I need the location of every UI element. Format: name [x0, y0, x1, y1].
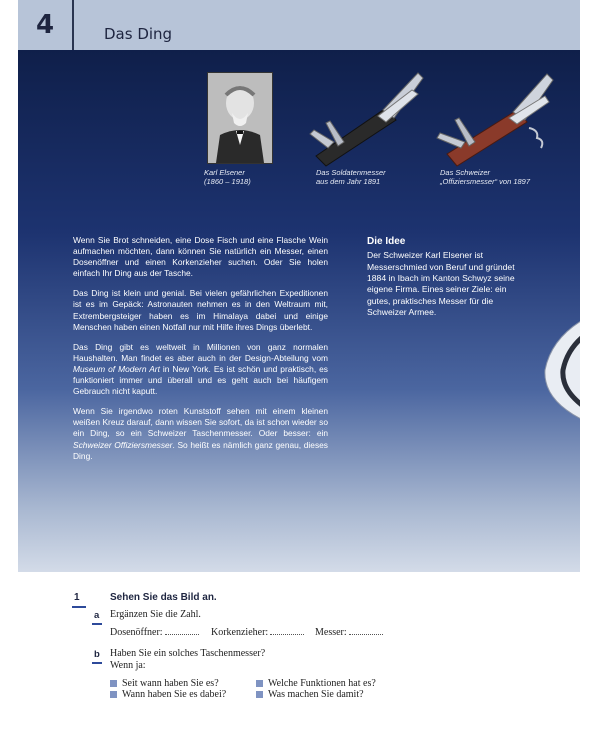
- hero-section: [18, 50, 580, 572]
- paragraph-4: [73, 406, 328, 461]
- field-label: Messer:: [315, 627, 347, 638]
- question-text: Was machen Sie damit?: [268, 689, 364, 700]
- unit-number: 4: [35, 10, 55, 40]
- caption-line: Das Schweizer: [440, 168, 491, 177]
- caption-line: Das Soldatenmesser: [316, 168, 386, 177]
- idea-box: [367, 235, 517, 318]
- text-run: in New York. Es ist schön und praktisch, es funktioniert immer und überall und es geht auch bei häufigem Gebrauch nicht kaputt.: [73, 363, 328, 397]
- caption-line: „Offiziersmesser“ von 1897: [440, 177, 531, 187]
- text-run: . So heißt es nämlich ganz genau, dieses Ding.: [73, 439, 328, 461]
- question-text: Seit wann haben Sie es?: [122, 678, 219, 689]
- question-item: [256, 678, 376, 689]
- field-messer: [315, 627, 383, 638]
- subtask-a-instruction: Ergänzen Sie die Zahl.: [110, 609, 201, 620]
- paragraph-3: [73, 342, 328, 397]
- chapter-header: [18, 0, 580, 50]
- subtask-a-underline: [92, 623, 102, 625]
- knife-blade-decoration: [523, 310, 580, 420]
- caption-soldatenmesser: [316, 168, 386, 187]
- caption-line: Karl Elsener: [204, 168, 245, 177]
- exercise-number: 1: [74, 592, 80, 603]
- subtask-b-sub: Wenn ja:: [110, 660, 146, 671]
- subtask-a-label: a: [94, 610, 100, 621]
- exercise-number-underline: [72, 606, 86, 608]
- paragraph-1: Wenn Sie Brot schneiden, eine Dose Fisch und eine Flasche Wein aufmachen möchten, dann können Sie natürlich ein Messer, einen Dosenöffner und einen Korkenzieher suchen. Oder Sie holen einfach Ihr Ding aus der Tasche.: [73, 235, 328, 279]
- bullet-square-icon: [110, 691, 117, 698]
- idea-body: Der Schweizer Karl Elsener ist Messerschmied von Beruf und gründet 1884 in Ibach im Kanton Schwyz seine eigene Firma. Eines seiner Ziele: ein gutes, praktisches Messer für die Schweizer Armee.: [367, 250, 515, 317]
- exercise-title: Sehen Sie das Bild an.: [110, 592, 217, 603]
- caption-elsener: [204, 168, 251, 187]
- caption-line: aus dem Jahr 1891: [316, 177, 381, 187]
- field-label: Korkenzieher:: [211, 627, 269, 638]
- field-label: Dosenöffner:: [110, 627, 163, 638]
- bullet-square-icon: [256, 691, 263, 698]
- subtask-b-instruction: Haben Sie ein solches Taschenmesser?: [110, 648, 266, 659]
- blank-input[interactable]: [349, 627, 383, 635]
- elsener-portrait-image: [207, 72, 273, 164]
- subtask-b-underline: [92, 662, 102, 664]
- unit-title: Das Ding: [104, 25, 173, 43]
- offiziersmesser-image: [433, 68, 563, 168]
- paragraph-2: Das Ding ist klein und genial. Bei vielen gefährlichen Expeditionen ist es im Gepäck: Astronauten nehmen es in den Weltraum mit, Extrembergsteiger haben es im Himalaya dabei und einige Menschen haben einen Notfall nur mit Hilfe ihres Dings überlebt.: [73, 288, 328, 332]
- idea-title: Die Idee: [367, 236, 406, 247]
- question-item: [110, 678, 219, 689]
- field-dosenoeffner: [110, 627, 199, 638]
- question-item: [110, 689, 226, 700]
- subtask-b-label: b: [94, 649, 100, 660]
- unit-number-box: [18, 0, 74, 50]
- text-run: Das Ding gibt es weltweit in Millionen von ganz normalen Haushalten. Man findet es aber auch in der Design-Abteilung vom: [73, 341, 328, 363]
- article-text: [73, 235, 328, 471]
- bullet-square-icon: [110, 680, 117, 687]
- blank-input[interactable]: [270, 627, 304, 635]
- knife-name: Schweizer Offiziersmesser: [73, 439, 173, 450]
- caption-line: (1860 – 1918): [204, 177, 251, 187]
- caption-offiziersmesser: [440, 168, 530, 187]
- field-korkenzieher: [211, 627, 304, 638]
- question-item: [256, 689, 364, 700]
- soldatenmesser-image: [308, 68, 428, 168]
- text-run: Wenn Sie irgendwo roten Kunststoff sehen mit einem kleinen weißen Kreuz darauf, dann wissen Sie sofort, da ist schon wieder so ein Ding, so ein Schweizer Taschenmesser. Oder besser: ein: [73, 406, 328, 439]
- question-text: Wann haben Sie es dabei?: [122, 689, 227, 700]
- bullet-square-icon: [256, 680, 263, 687]
- question-text: Welche Funktionen hat es?: [268, 678, 376, 689]
- blank-input[interactable]: [165, 627, 199, 635]
- museum-name: Museum of Modern Art: [73, 363, 160, 374]
